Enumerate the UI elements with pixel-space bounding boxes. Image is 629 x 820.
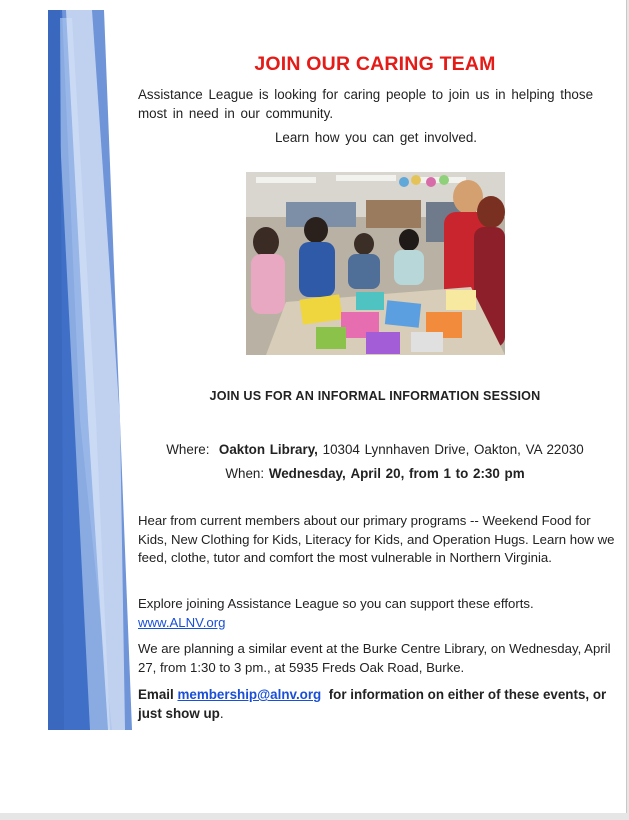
when-time: April 20, from 1 to 2:30 pm <box>350 466 525 481</box>
intro-text: Assistance League is looking for caring people to join us in helping those most in need in our community. <box>138 87 594 121</box>
explore-paragraph <box>138 595 616 632</box>
burke-paragraph: We are planning a similar event at the Burke Centre Library, on Wednesday, April 27, from 1:30 to 3 pm., at 5935 Freds Oak Road, Burke. <box>138 641 611 675</box>
when-day: Wednesday, <box>268 466 346 481</box>
when-label: When: <box>225 466 265 481</box>
children-reading-photo <box>246 172 505 355</box>
email-link[interactable]: membership@alnv.org <box>177 687 322 702</box>
email-label: Email <box>138 687 174 702</box>
website-link[interactable]: www.ALNV.org <box>138 614 226 630</box>
flyer-title: JOIN OUR CARING TEAM <box>254 53 496 75</box>
email-period: . <box>219 705 224 721</box>
programs-paragraph: Hear from current members about our primary programs -- Weekend Food for Kids, New Clothing for Kids, Literacy for Kids, and Operation Hugs. Learn how we feed, clothe, tutor and comfort the most vulnerable in Northern Virginia. <box>138 513 615 565</box>
where-label: Where: <box>166 442 210 457</box>
where-line <box>140 442 610 457</box>
explore-text: Explore joining Assistance League so you can support these efforts. <box>138 596 534 611</box>
where-address: 10304 Lynnhaven Drive, Oakton, VA 22030 <box>322 442 584 457</box>
session-heading: JOIN US FOR AN INFORMAL INFORMATION SESSION <box>209 389 541 403</box>
page-background <box>0 813 629 820</box>
email-paragraph <box>138 686 616 723</box>
when-line <box>140 466 610 481</box>
where-place: Oakton Library, <box>218 442 318 457</box>
learn-more-text: Learn how you can get involved. <box>274 130 478 145</box>
email-rest-text: for information on either of these events, or just show up <box>138 687 607 721</box>
